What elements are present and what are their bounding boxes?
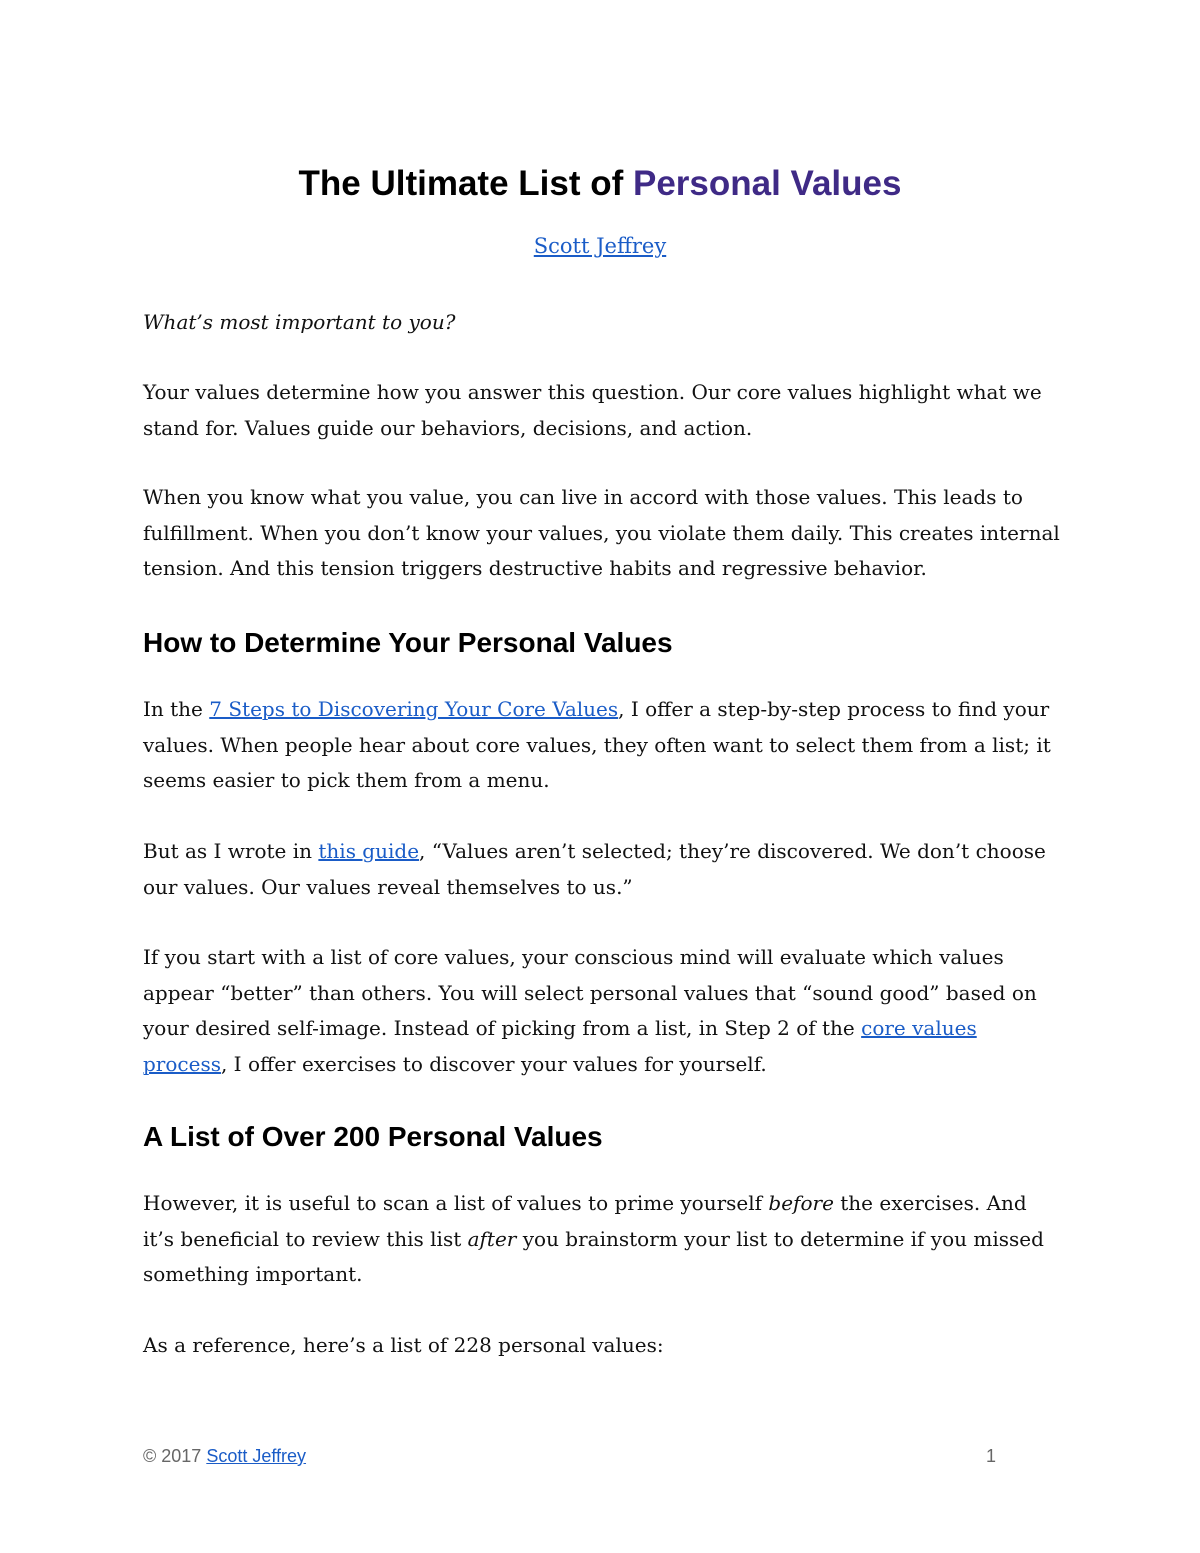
paragraph-know-values: When you know what you value, you can live in accord with those values. This leads to fulfillment. When you don’t know your values, you violate them daily. This creates internal tension. And this tension triggers destructive habits and regressive behavior. [143, 485, 1060, 580]
author-line [0, 234, 1200, 258]
paragraph-seven-steps [143, 692, 1063, 799]
heading-list-of-values: A List of Over 200 Personal Values [143, 1121, 603, 1152]
para3-text-after: , I offer a step-by-step process to find your values. When people hear about core values, they often want to select them from a list; it seems easier to pick them from a menu. [143, 697, 1051, 792]
para5-text-after: , I offer exercises to discover your values for yourself. [220, 1051, 767, 1076]
title-accent: Personal Values [632, 164, 902, 203]
para6-emphasis-before: before [768, 1191, 834, 1215]
para5-text-before: If you start with a list of core values, your conscious mind will evaluate which values appear “better” than others. You will select personal values that “sound good” based on your desired self-image. Instead of picking from a list, in Step 2 of the [143, 945, 1037, 1040]
para3-text-before: In the [143, 697, 210, 721]
paragraph-values-determine: Your values determine how you answer this question. Our core values highlight what we stand for. Values guide our behaviors, decisions, and action. [143, 380, 1042, 440]
intro-question [143, 305, 1063, 341]
author-link[interactable]: Scott Jeffrey [533, 234, 667, 258]
para4-text-after: , “Values aren’t selected; they’re discovered. We don’t choose our values. Our values reveal themselves to us.” [143, 839, 1046, 899]
copyright-text: © 2017 [143, 1446, 207, 1466]
footer-author-link[interactable]: Scott Jeffrey [206, 1446, 307, 1466]
question-text: What’s most important to you? [143, 310, 456, 334]
para4-text-before: But as I wrote in [143, 839, 319, 863]
core-values-process-link[interactable]: core values process [143, 1016, 977, 1076]
para6-part3: you brainstorm your list to determine if you missed something important. [143, 1226, 1044, 1286]
footer-copyright [143, 1446, 306, 1467]
page-title [0, 164, 1200, 204]
this-guide-link[interactable]: this guide [318, 839, 420, 863]
paragraph-reference: As a reference, here’s a list of 228 personal values: [143, 1333, 664, 1357]
paragraph-conscious-mind [143, 940, 1063, 1082]
paragraph-scan-list [143, 1186, 1063, 1293]
paragraph-this-guide [143, 834, 1063, 905]
para6-emphasis-after: after [467, 1226, 517, 1251]
heading-determine-values: How to Determine Your Personal Values [143, 627, 673, 658]
seven-steps-link[interactable]: 7 Steps to Discovering Your Core Values [209, 697, 619, 721]
title-main: The Ultimate List of [298, 164, 633, 203]
para6-part2: the exercises. And it’s beneficial to review this list [143, 1191, 1027, 1251]
page-number: 1 [986, 1446, 997, 1466]
para6-part1: However, it is useful to scan a list of values to prime yourself [143, 1191, 769, 1215]
